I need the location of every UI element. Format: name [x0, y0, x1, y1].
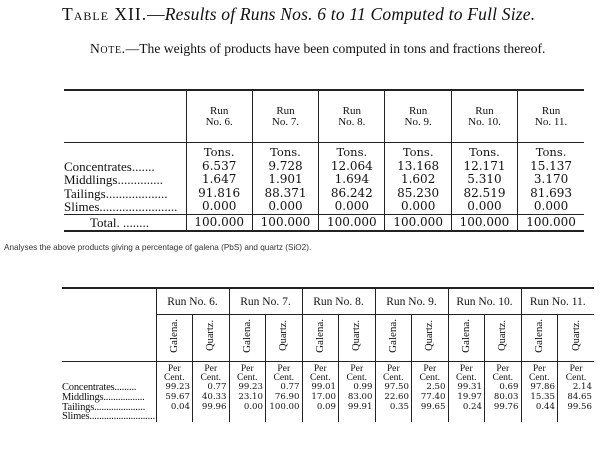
unit-label: Tons.: [385, 143, 451, 160]
cell: 0.77: [266, 383, 303, 393]
unit-label: Tons.: [518, 143, 584, 160]
per-cent-label: Per Cent.: [229, 362, 266, 384]
cell: 88.371: [252, 187, 318, 201]
cell: [156, 412, 193, 422]
row-label: Middlings.................: [62, 391, 145, 403]
cell: [558, 412, 595, 422]
results-units-row: [64, 143, 584, 160]
unit-label: Tons.: [252, 143, 318, 160]
cell: 99.65: [412, 403, 449, 413]
row-label: Slimes...........................: [62, 411, 155, 423]
cell: 12.171: [451, 160, 517, 174]
cell: 6.537: [186, 160, 252, 174]
analysis-run-7-header: Run No. 7.: [229, 288, 302, 315]
per-cent-label: Per Cent.: [558, 362, 595, 384]
cell: 0.35: [375, 403, 412, 413]
title-lead: Table XII.: [62, 4, 148, 24]
per-cent-label: Per Cent.: [412, 362, 449, 384]
cell: 3.170: [518, 173, 584, 187]
cell: 1.901: [252, 173, 318, 187]
cell: 99.23: [156, 383, 193, 393]
cell: 0.09: [302, 403, 339, 413]
cell: 80.03: [485, 393, 522, 403]
cell: 0.44: [521, 403, 558, 413]
cell: [448, 412, 485, 422]
results-run-8-header: Run No. 8.: [319, 90, 385, 143]
analysis-run-header-row: [62, 288, 594, 315]
cell: [375, 412, 412, 422]
note-text: —The weights of products have been computed in tons and fractions thereof.: [125, 41, 546, 56]
results-table: [64, 89, 584, 232]
cell: [339, 412, 376, 422]
cell: 22.60: [375, 393, 412, 403]
cell: 81.693: [518, 187, 584, 201]
cell: 0.77: [193, 383, 230, 393]
results-run-9-header: Run No. 9.: [385, 90, 451, 143]
results-row-tailings: [64, 187, 584, 201]
cell: 99.31: [448, 383, 485, 393]
cell: [302, 412, 339, 422]
cell: [229, 412, 266, 422]
per-cent-label: Per Cent.: [156, 362, 193, 384]
cell: 0.000: [319, 200, 385, 214]
per-cent-label: Per Cent.: [448, 362, 485, 384]
cell: 0.99: [339, 383, 376, 393]
analysis-run-11-header: Run No. 11.: [521, 288, 594, 315]
per-cent-label: Per Cent.: [375, 362, 412, 384]
results-run-11-header: Run No. 11.: [518, 90, 584, 143]
row-label: Total. ........: [64, 214, 186, 231]
cell: 23.10: [229, 393, 266, 403]
cell: 99.96: [193, 403, 230, 413]
cell: 0.24: [448, 403, 485, 413]
cell: 19.97: [448, 393, 485, 403]
per-cent-label: Per Cent.: [302, 362, 339, 384]
cell: 0.000: [252, 200, 318, 214]
quartz-header: Quartz.: [193, 315, 230, 362]
quartz-header: Quartz.: [339, 315, 376, 362]
cell: 40.33: [193, 393, 230, 403]
per-cent-label: Per Cent.: [521, 362, 558, 384]
results-run-7-header: Run No. 7.: [252, 90, 318, 143]
results-row-concentrates: [64, 160, 584, 174]
cell: 99.23: [229, 383, 266, 393]
cell: 85.230: [385, 187, 451, 201]
cell: 100.000: [451, 214, 517, 231]
row-label: Tailings...................: [64, 185, 168, 201]
cell: 84.65: [558, 393, 595, 403]
cell: 99.56: [558, 403, 595, 413]
cell: 97.50: [375, 383, 412, 393]
cell: 0.000: [518, 200, 584, 214]
cell: 12.064: [319, 160, 385, 174]
row-label: Slimes........................: [64, 199, 178, 214]
cell: 100.000: [252, 214, 318, 231]
cell: 15.35: [521, 393, 558, 403]
cell: 100.00: [266, 403, 303, 413]
cell: 0.69: [485, 383, 522, 393]
galena-header: Galena.: [302, 315, 339, 362]
unit-label: Tons.: [451, 143, 517, 160]
galena-header: Galena.: [229, 315, 266, 362]
note-label: Note.: [90, 41, 126, 56]
results-run-6-header: Run No. 6.: [186, 90, 252, 143]
cell: 0.000: [186, 200, 252, 214]
cell: 0.00: [229, 403, 266, 413]
analysis-run-6-header: Run No. 6.: [156, 288, 229, 315]
cell: [485, 412, 522, 422]
cell: 86.242: [319, 187, 385, 201]
cell: 1.647: [186, 173, 252, 187]
title-text: Results of Runs Nos. 6 to 11 Computed to Full Size.: [164, 4, 536, 24]
per-cent-label: Per Cent.: [266, 362, 303, 384]
results-row-total: [64, 214, 584, 231]
row-label: Concentrates.......: [64, 158, 155, 174]
analysis-table: [62, 287, 594, 422]
cell: 5.310: [451, 173, 517, 187]
cell: 0.000: [385, 200, 451, 214]
row-label: Tailings.....................: [62, 401, 146, 413]
unit-label: Tons.: [319, 143, 385, 160]
cell: 59.67: [156, 393, 193, 403]
per-cent-label: Per Cent.: [339, 362, 376, 384]
cell: 99.91: [339, 403, 376, 413]
analysis-row-slimes: [62, 412, 594, 422]
cell: 100.000: [385, 214, 451, 231]
cell: 1.602: [385, 173, 451, 187]
cell: 100.000: [186, 214, 252, 231]
cell: 15.137: [518, 160, 584, 174]
galena-header: Galena.: [156, 315, 193, 362]
cell: 83.00: [339, 393, 376, 403]
results-header-blank: [64, 90, 186, 143]
quartz-header: Quartz.: [558, 315, 595, 362]
cell: 91.816: [186, 187, 252, 201]
cell: 2.14: [558, 383, 595, 393]
cell: [412, 412, 449, 422]
results-row-slimes: [64, 200, 584, 214]
cell: 13.168: [385, 160, 451, 174]
analysis-header-blank: [62, 288, 156, 362]
results-header-row: [64, 90, 584, 143]
results-run-10-header: Run No. 10.: [451, 90, 517, 143]
cell: 97.86: [521, 383, 558, 393]
cell: 17.00: [302, 393, 339, 403]
galena-header: Galena.: [521, 315, 558, 362]
galena-header: Galena.: [375, 315, 412, 362]
results-row-middlings: [64, 173, 584, 187]
per-cent-label: Per Cent.: [485, 362, 522, 384]
cell: 0.04: [156, 403, 193, 413]
cell: [193, 412, 230, 422]
analysis-caption: Analyses the above products giving a percentage of galena (PbS) and quartz (SiO2).: [4, 243, 312, 252]
cell: 2.50: [412, 383, 449, 393]
title-dash: —: [147, 4, 165, 24]
cell: [521, 412, 558, 422]
cell: [266, 412, 303, 422]
table-title: [62, 4, 592, 25]
cell: 99.76: [485, 403, 522, 413]
cell: 100.000: [319, 214, 385, 231]
cell: 76.90: [266, 393, 303, 403]
quartz-header: Quartz.: [412, 315, 449, 362]
analysis-unit-row: [62, 362, 594, 384]
cell: 82.519: [451, 187, 517, 201]
cell: 99.01: [302, 383, 339, 393]
quartz-header: Quartz.: [485, 315, 522, 362]
cell: 9.728: [252, 160, 318, 174]
cell: 1.694: [319, 173, 385, 187]
analysis-run-10-header: Run No. 10.: [448, 288, 521, 315]
cell: 100.000: [518, 214, 584, 231]
analysis-run-9-header: Run No. 9.: [375, 288, 448, 315]
table-note: [64, 40, 584, 58]
row-label: Concentrates.........: [62, 382, 137, 393]
quartz-header: Quartz.: [266, 315, 303, 362]
unit-label: Tons.: [186, 143, 252, 160]
cell: 77.40: [412, 393, 449, 403]
per-cent-label: Per Cent.: [193, 362, 230, 384]
cell: 0.000: [451, 200, 517, 214]
analysis-run-8-header: Run No. 8.: [302, 288, 375, 315]
row-label: Middlings..............: [64, 172, 163, 187]
galena-header: Galena.: [448, 315, 485, 362]
